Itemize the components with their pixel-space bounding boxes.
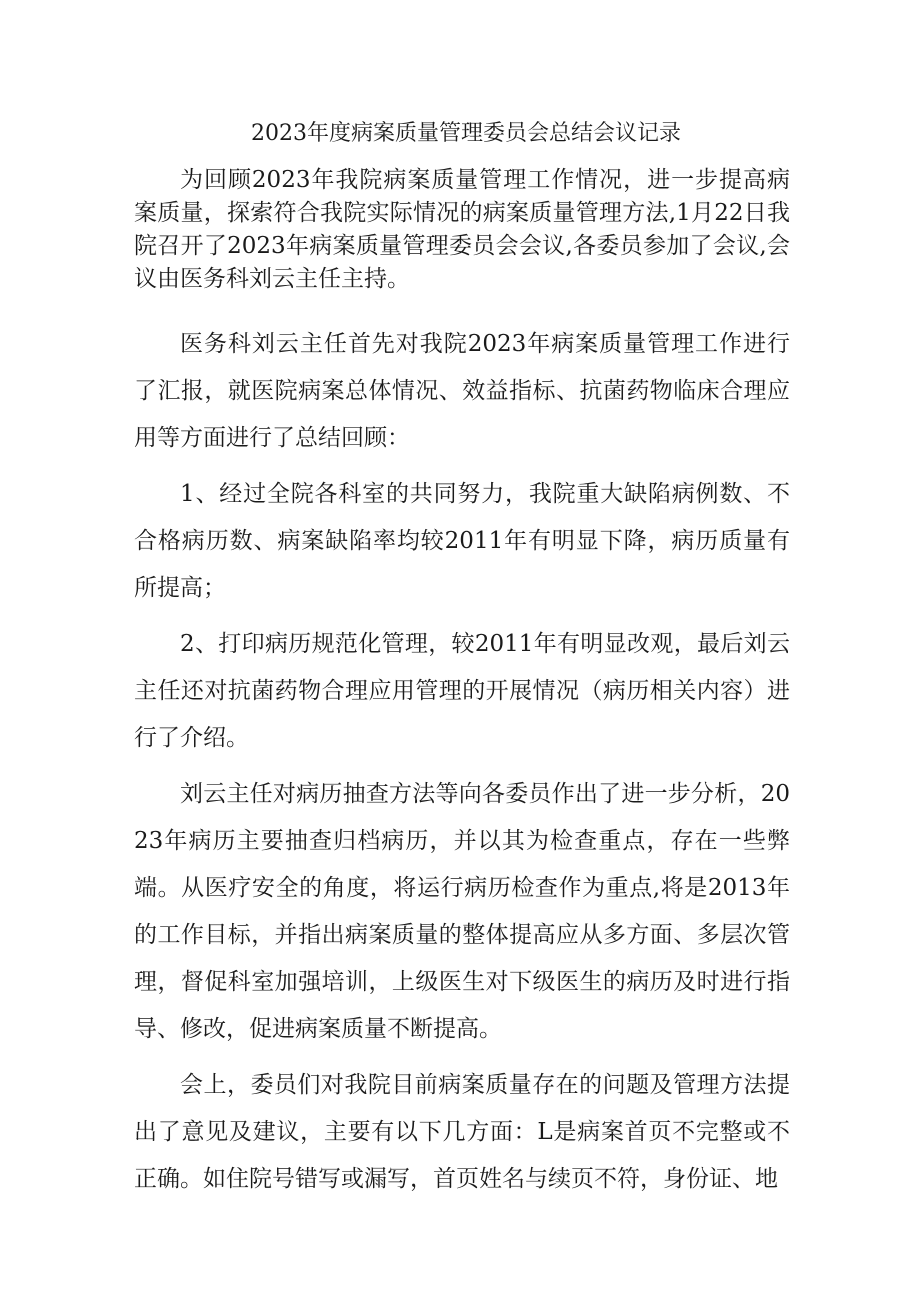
paragraph-director-report: 医务科刘云主任首先对我院2023年病案质量管理工作进行了汇报，就医院病案总体情况、效益指标、抗菌药物临床合理应用等方面进行了总结回顾： [134, 331, 790, 451]
paragraph-meeting-intro: 为回顾2023年我院病案质量管理工作情况，进一步提高病案质量，探索符合我院实际情况的病案质量管理方法,1月22日我院召开了2023年病案质量管理委员会会议,各委员参加了会议,会议由医务科刘云主任主持。 [134, 167, 790, 292]
paragraph-analysis: 刘云主任对病历抽查方法等向各委员作出了进一步分析，2023年病历主要抽查归档病历，并以其为检查重点，存在一些弊端。从医疗安全的角度，将运行病历检查作为重点,将是2013年的工作目标，并指出病案质量的整体提高应从多方面、多层次管理，督促科室加强培训，上级医生对下级医生的病历及时进行指导、修改，促进病案质量不断提高。 [134, 781, 790, 1042]
document-title: 2023年度病案质量管理委员会总结会议记录 [251, 121, 681, 146]
paragraph-point-1: 1、经过全院各科室的共同努力，我院重大缺陷病例数、不合格病历数、病案缺陷率均较2011年有明显下降，病历质量有所提高； [134, 481, 790, 601]
paragraph-suggestions: 会上，委员们对我院目前病案质量存在的问题及管理方法提出了意见及建议，主要有以下几方面：L是病案首页不完整或不正确。如住院号错写或漏写，首页姓名与续页不符，身份证、地 [134, 1072, 790, 1192]
paragraph-point-2: 2、打印病历规范化管理，较2011年有明显改观，最后刘云主任还对抗菌药物合理应用管理的开展情况（病历相关内容）进行了介绍。 [134, 631, 790, 751]
document-page [134, 112, 790, 1203]
